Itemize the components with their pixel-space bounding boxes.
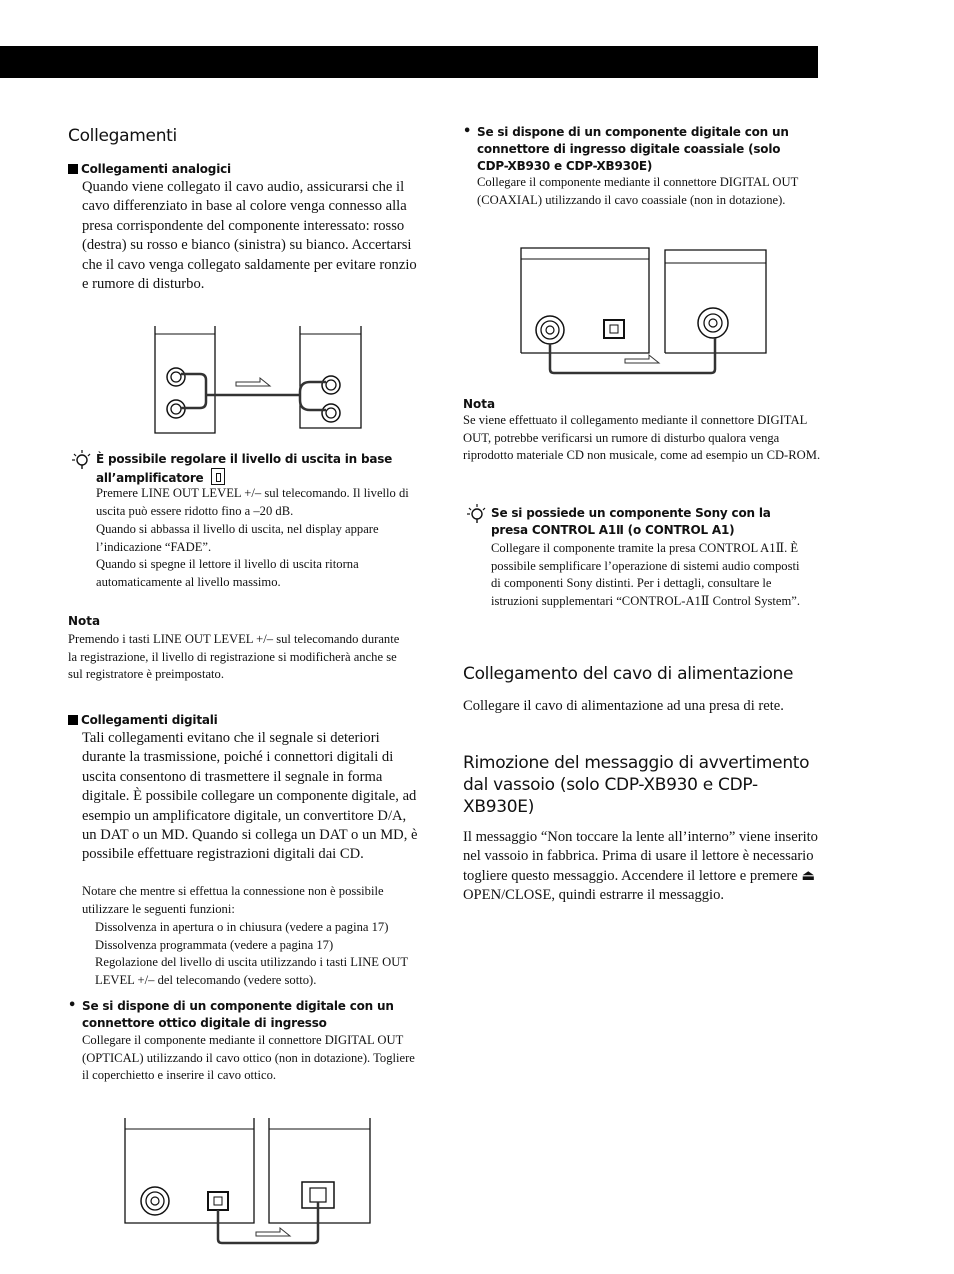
coaxial-text: Collegare il componente mediante il connettore DIGITAL OUT (COAXIAL) utilizzando il cavo coassiale (non in dotazione). bbox=[477, 175, 799, 207]
analog-heading bbox=[68, 162, 231, 176]
coaxial-connection-diagram bbox=[515, 243, 775, 378]
removal-text: Il messaggio “Non toccare la lente all’interno” viene inserito nel vassoio in fabbrica. Prima di usare il lettore è necessario togliere questo messaggio. Accendere il lettore e premere ⏏ OPEN/CLOSE, quindi estrarre il messaggio. bbox=[463, 829, 818, 904]
tip-heading bbox=[96, 451, 396, 487]
tip-text-right: Collegare il componente tramite la presa CONTROL A1Ⅱ. È possibile semplificare l’operazione di sistemi audio composti di componenti Sony distinti. Per i dettagli, consultare le istruzioni supplementari “CONTROL-A1Ⅱ Control System”. bbox=[491, 541, 801, 608]
analog-body: Quando viene collegato il cavo audio, assicurarsi che il cavo differenziato in base al colore venga connesso alla presa corrispondente del componente interessato: rosso (destra) su rosso e bianco (sinistra) su bianco. Accertarsi che il cavo venga collegato saldamente per evitare ronzio e rumore di disturbo. bbox=[82, 179, 417, 293]
digital-note-intro: Notare che mentre si effettua la connessione non è possibile utilizzare le seguenti funzioni: bbox=[82, 884, 384, 916]
digital-heading-text: Collegamenti digitali bbox=[81, 713, 218, 727]
optical-bullet: • bbox=[68, 998, 77, 1013]
coaxial-heading: Se si dispone di un componente digitale con un connettore di ingresso digitale coassiale (solo CDP-XB930 e CDP-XB930E) bbox=[477, 125, 789, 173]
optical-text: Collegare il componente mediante il connettore DIGITAL OUT (OPTICAL) utilizzando il cavo ottico (non in dotazione). Togliere il coperchietto e inserire il cavo ottico. bbox=[82, 1033, 415, 1082]
remote-icon bbox=[211, 468, 225, 485]
square-bullet-icon bbox=[68, 715, 78, 725]
header-bar bbox=[0, 46, 818, 78]
digital-heading bbox=[68, 713, 218, 727]
tip-line-3: Quando si spegne il lettore il livello di uscita ritorna automaticamente al livello massimo. bbox=[96, 557, 359, 589]
nota-label-right: Nota bbox=[463, 397, 496, 411]
power-text: Collegare il cavo di alimentazione ad una presa di rete. bbox=[463, 698, 784, 714]
tip-line-1: Premere LINE OUT LEVEL +/– sul telecomando. Il livello di uscita può essere ridotto fino a –20 dB. bbox=[96, 486, 409, 518]
optical-heading: Se si dispone di un componente digitale con un connettore ottico digitale di ingresso bbox=[82, 999, 394, 1030]
function-item-3: Regolazione del livello di uscita utilizzando i tasti LINE OUT LEVEL +/– del telecomando (vedere sotto). bbox=[95, 955, 408, 987]
section-title-collegamenti: Collegamenti bbox=[68, 126, 177, 146]
function-item-2: Dissolvenza programmata (vedere a pagina 17) bbox=[95, 938, 334, 952]
section-title-power: Collegamento del cavo di alimentazione bbox=[463, 664, 794, 684]
tip-line-2: Quando si abbassa il livello di uscita, nel display appare l’indicazione “FADE”. bbox=[96, 522, 379, 554]
analog-heading-text: Collegamenti analogici bbox=[81, 162, 231, 176]
nota-text-left: Premendo i tasti LINE OUT LEVEL +/– sul telecomando durante la registrazione, il livello di registrazione si modificherà anche se sul registratore è preimpostato. bbox=[68, 632, 400, 681]
tip-heading-right: Se si possiede un componente Sony con la presa CONTROL A1Ⅱ (o CONTROL A1) bbox=[491, 506, 771, 537]
square-bullet-icon bbox=[68, 164, 78, 174]
analog-connection-diagram bbox=[150, 320, 370, 435]
tip-heading-text: È possibile regolare il livello di uscita in base all’amplificatore bbox=[96, 452, 393, 485]
coaxial-bullet: • bbox=[463, 124, 472, 139]
tip-lightbulb-icon bbox=[70, 448, 92, 470]
nota-text-right: Se viene effettuato il collegamento mediante il connettore DIGITAL OUT, potrebbe verificarsi un rumore di disturbo qualora venga riprodotto materiale CD non musicale, come ad esempio un CD-ROM. bbox=[463, 413, 821, 462]
digital-body: Tali collegamenti evitano che il segnale si deteriori durante la trasmissione, poiché i connettori digitali di uscita consentono di trasmettere il segnale in forma digitale. È possibile collegare un componente digitale, ad esempio un amplificatore digitale, un convertitore D/A, un DAT o un MD. Quando si collega un DAT o un MD, è possibile effettuare registrazioni digitali dai CD. bbox=[82, 730, 418, 863]
optical-connection-diagram bbox=[120, 1115, 380, 1250]
nota-label-left: Nota bbox=[68, 614, 101, 628]
function-item-1: Dissolvenza in apertura o in chiusura (vedere a pagina 17) bbox=[95, 920, 389, 934]
section-title-removal: Rimozione del messaggio di avvertimento dal vassoio (solo CDP-XB930 e CDP-XB930E) bbox=[463, 753, 810, 817]
tip-lightbulb-icon-2 bbox=[465, 502, 487, 524]
